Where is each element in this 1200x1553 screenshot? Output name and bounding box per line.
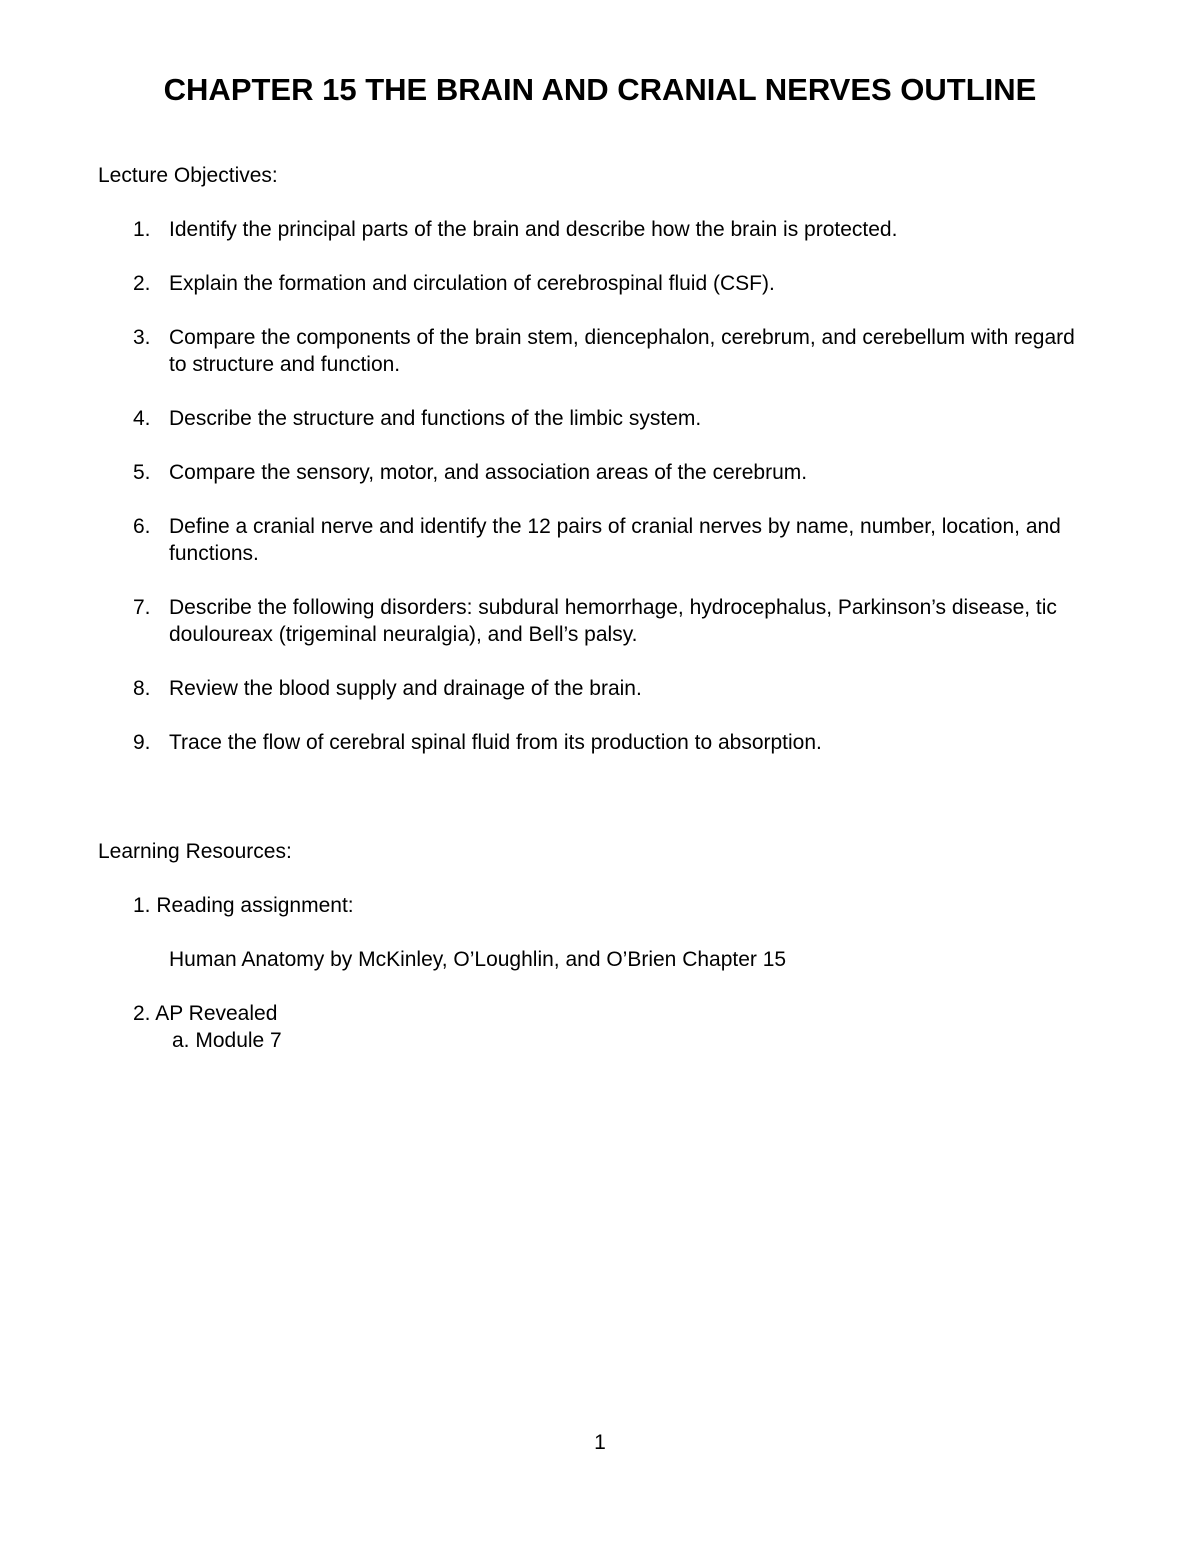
objective-text: Explain the formation and circulation of cerebrospinal fluid (CSF).: [169, 272, 775, 295]
module-reference: a. Module 7: [172, 1029, 282, 1052]
objective-text: Identify the principal parts of the brain and describe how the brain is protected.: [169, 218, 898, 241]
objective-item: [0, 729, 1200, 756]
resource-label: 2. AP Revealed: [133, 1002, 278, 1025]
objective-number: 8.: [133, 677, 151, 700]
objective-item: [0, 324, 1200, 378]
objective-item: [0, 270, 1200, 297]
page-title: CHAPTER 15 THE BRAIN AND CRANIAL NERVES OUTLINE: [163, 72, 1037, 107]
page-number: 1: [594, 1431, 606, 1454]
resources-heading: Learning Resources:: [98, 840, 292, 863]
objective-number: 4.: [133, 407, 151, 430]
objective-number: 5.: [133, 461, 151, 484]
objective-number: 7.: [133, 596, 151, 619]
objective-text: Describe the structure and functions of the limbic system.: [169, 407, 702, 430]
objective-text: Compare the sensory, motor, and association areas of the cerebrum.: [169, 461, 808, 484]
objective-text: Define a cranial nerve and identify the 12 pairs of cranial nerves by name, number, location, and functions.: [169, 515, 1061, 565]
objective-item: [0, 459, 1200, 486]
resource-subitem: [0, 1027, 1200, 1054]
objective-number: 2.: [133, 272, 151, 295]
resources-list: [0, 892, 1200, 1054]
objective-item: [0, 405, 1200, 432]
objective-item: [0, 675, 1200, 702]
objective-number: 9.: [133, 731, 151, 754]
objective-number: 3.: [133, 326, 151, 349]
resource-label: 1. Reading assignment:: [133, 894, 354, 917]
objective-item: [0, 216, 1200, 243]
objective-text: Describe the following disorders: subdural hemorrhage, hydrocephalus, Parkinson’s disease, tic douloureax (trigeminal neuralgia), and Bell’s palsy.: [169, 596, 1057, 646]
resource-detail: [0, 946, 1200, 973]
objective-item: [0, 594, 1200, 648]
resource-item: [0, 892, 1200, 919]
objective-text: Review the blood supply and drainage of the brain.: [169, 677, 642, 700]
resource-item: [0, 1000, 1200, 1027]
objectives-heading: Lecture Objectives:: [98, 164, 278, 187]
textbook-reference: Human Anatomy by McKinley, O’Loughlin, and O’Brien Chapter 15: [169, 948, 787, 971]
objective-item: [0, 513, 1200, 567]
objective-text: Compare the components of the brain stem, diencephalon, cerebrum, and cerebellum with regard to structure and function.: [169, 326, 1075, 376]
objective-number: 6.: [133, 515, 151, 538]
objective-text: Trace the flow of cerebral spinal fluid from its production to absorption.: [169, 731, 822, 754]
objective-number: 1.: [133, 218, 151, 241]
objectives-list: [0, 216, 1200, 783]
